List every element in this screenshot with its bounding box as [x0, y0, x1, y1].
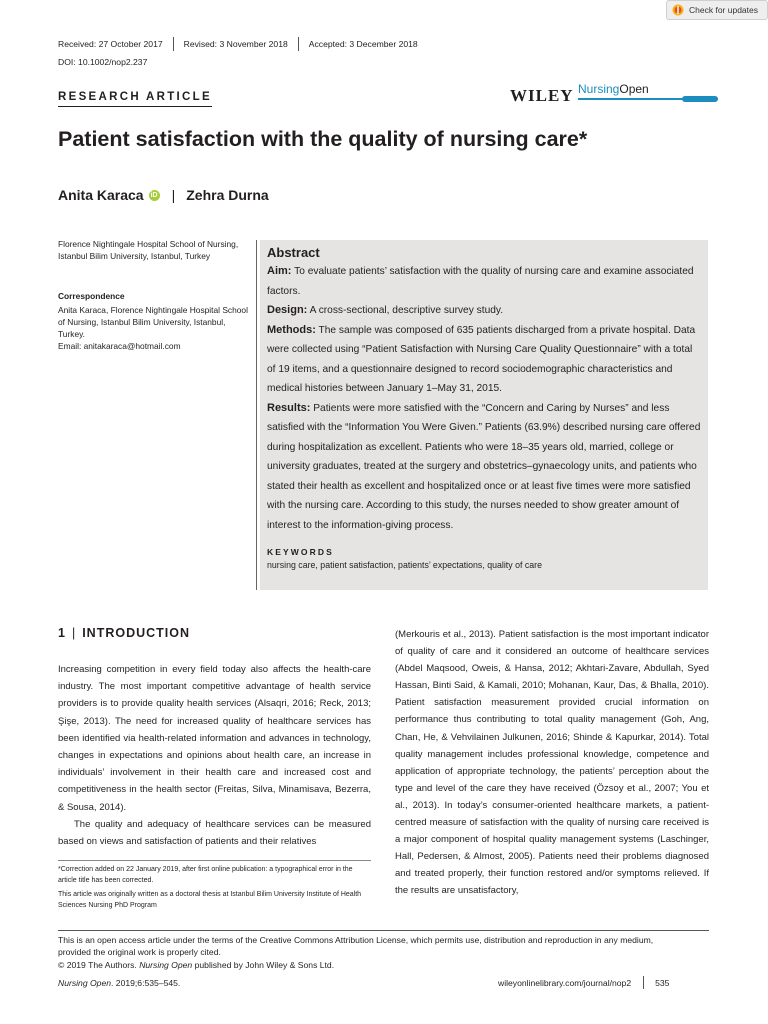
check-for-updates-button[interactable]	[666, 0, 768, 20]
section-separator: |	[71, 626, 77, 640]
crossmark-icon	[672, 4, 684, 16]
results-text: Patients were more satisfied with the “Concern and Caring by Nurses” and less satisfied with the “Information You Were Given.” Patients (63.9%) described nursing care offered during hospitalization as excellent. Patients who were 18–35 years old, married, college or university graduates, treated at the surgery and obstetrics–gynaecology units, and patients who stated their health as excellent and hospitalized once or at least five times were more satisfied with the nursing care. According to this study, the nurses needed to show greater amount of interest to the information-giving process.	[267, 402, 701, 531]
received-date: Received: 27 October 2017	[58, 39, 163, 49]
abstract-divider	[256, 240, 257, 590]
section-heading	[58, 626, 190, 640]
correspondence-address: Anita Karaca, Florence Nightingale Hospital School of Nursing, Istanbul Bilim University, Istanbul, Turkey.	[58, 305, 248, 339]
license-line: provided the original work is properly cited.	[58, 947, 221, 958]
footnote-rule	[58, 860, 371, 861]
author-separator: |	[171, 187, 176, 203]
abstract-body	[267, 262, 702, 535]
date-divider	[298, 37, 299, 51]
check-for-updates-label: Check for updates	[689, 5, 758, 15]
author-name[interactable]: Zehra Durna	[186, 187, 269, 203]
license-notice	[58, 934, 718, 971]
intro-paragraph: (Merkouris et al., 2013). Patient satisfaction is the most important indicator of quality of care and it considered an outcome of healthcare services (Abdel Maqsood, Oweis, & Hansa, 2012; Akhtari-Zavare, Abdullah, Syed Hassan, Binti Said, & Kamali, 2010; Mohanan, Kaur, Das, & Bhalla, 2010). Patient satisfaction measurement provided crucial information on performance thus contributing to total quality management (Goh, Ang, Chan, He, & Vehvilainen Julkunen, 2016; Shinde & Kapurkar, 2014). Total quality management includes professional knowledge, competence and application of appropriate technology, the patients’ perception about the type and level of the care they have received (Özsoy et al., 2007; You et al., 2013). In today’s consumer-oriented healthcare markets, a patient-centred measure of satisfaction with the quality of nursing care received is a major component of hospital quality management systems (Laschinger, Hall, Pedersen, & Almost, 2005). Patients need their problems diagnosed and treated properly, their function restored and/or symptoms relieved. If the results are unsatisfactory,	[395, 629, 709, 897]
results-label: Results:	[267, 401, 311, 414]
left-column	[58, 661, 371, 850]
correction-footnote: *Correction added on 22 January 2019, after first online publication: a typographical error in the article title has been corrected.	[58, 866, 353, 884]
thesis-footnote: This article was originally written as a doctoral thesis at Istanbul Bilim University Institute of Health Sciences Nursing PhD Program	[58, 891, 362, 909]
methods-label: Methods:	[267, 323, 316, 336]
aim-text: To evaluate patients’ satisfaction with the quality of nursing care and examine associated factors.	[267, 266, 694, 297]
keywords-list: nursing care, patient satisfaction, patients’ expectations, quality of care	[267, 560, 542, 570]
intro-paragraph: Increasing competition in every field today also affects the health-care industry. The most important competitive advantage of health service providers is to provide quality health services (Alsaqri, 2016; Reck, 2013; Şişe, 2013). The need for increased quality of healthcare services has been identified via health-related information and advances in technology, changes in expectations and opinions about health care, an increase in individuals’ involvement in their health care and increased cost and competitiveness in the health sector (Freitas, Silva, Minamisava, Bezerra, & Sousa, 2014).	[58, 664, 371, 813]
intro-paragraph: The quality and adequacy of healthcare services can be measured based on views and satisfaction of patients and their relatives	[58, 818, 371, 848]
license-rule	[58, 930, 709, 931]
correspondence-email[interactable]: Email: anitakaraca@hotmail.com	[58, 341, 181, 351]
date-divider	[173, 37, 174, 51]
author-list	[58, 187, 269, 203]
keywords-heading: KEYWORDS	[267, 547, 334, 557]
methods-text: The sample was composed of 635 patients discharged from a private hospital. Data were collected using “Patient Satisfaction with Nursing Care Quality Questionnaire” with a total of 19 items, and a questionnaire designed to record sociodemographic characteristics and medical histories between January 1–May 31, 2015.	[267, 324, 696, 394]
publication-dates	[58, 39, 418, 51]
article-type-label: RESEARCH ARTICLE	[58, 91, 212, 107]
aim-label: Aim:	[267, 265, 292, 277]
correspondence-heading: Correspondence	[58, 291, 125, 301]
correspondence-details	[58, 304, 253, 352]
author-name[interactable]: Anita Karaca	[58, 187, 144, 203]
design-label: Design:	[267, 304, 308, 316]
journal-url-link[interactable]: wileyonlinelibrary.com/journal/nop2	[498, 978, 632, 988]
copyright-journal: Nursing Open	[139, 959, 193, 970]
section-number: 1	[58, 626, 66, 640]
design-text: A cross-sectional, descriptive survey study.	[309, 305, 504, 316]
footer-volume: . 2019;6:535–545.	[111, 978, 181, 988]
copyright-prefix: © 2019 The Authors.	[58, 959, 140, 970]
abstract-box	[260, 240, 708, 590]
nursing-open-logo	[578, 82, 649, 96]
journal-logo	[510, 82, 710, 106]
page-number: 535	[655, 978, 670, 988]
open-access-badge-icon	[682, 96, 718, 102]
page-divider	[643, 976, 644, 989]
accepted-date: Accepted: 3 December 2018	[308, 39, 418, 49]
journal-name-part2: Open	[619, 82, 649, 96]
revised-date: Revised: 3 November 2018	[183, 39, 288, 49]
copyright-line	[58, 959, 718, 971]
license-line: This is an open access article under the terms of the Creative Commons Attribution License, which permits use, distribution and reproduction in any medium,	[58, 935, 654, 945]
journal-name-part1: Nursing	[578, 82, 620, 96]
footer-journal: Nursing Open	[58, 978, 112, 988]
copyright-suffix: published by John Wiley & Sons Ltd.	[192, 959, 335, 970]
affiliation: Florence Nightingale Hospital School of Nursing, Istanbul Bilim University, Istanbul, Turkey	[58, 239, 239, 261]
footer-citation	[58, 978, 180, 988]
article-title: Patient satisfaction with the quality of nursing care*	[58, 127, 588, 151]
right-column	[395, 626, 709, 900]
abstract-heading: Abstract	[267, 245, 320, 260]
section-title: INTRODUCTION	[82, 626, 191, 640]
doi-link[interactable]: DOI: 10.1002/nop2.237	[58, 57, 148, 67]
footer-right	[498, 978, 669, 989]
orcid-icon[interactable]: iD	[150, 191, 158, 199]
wiley-logo: WILEY	[510, 86, 574, 105]
